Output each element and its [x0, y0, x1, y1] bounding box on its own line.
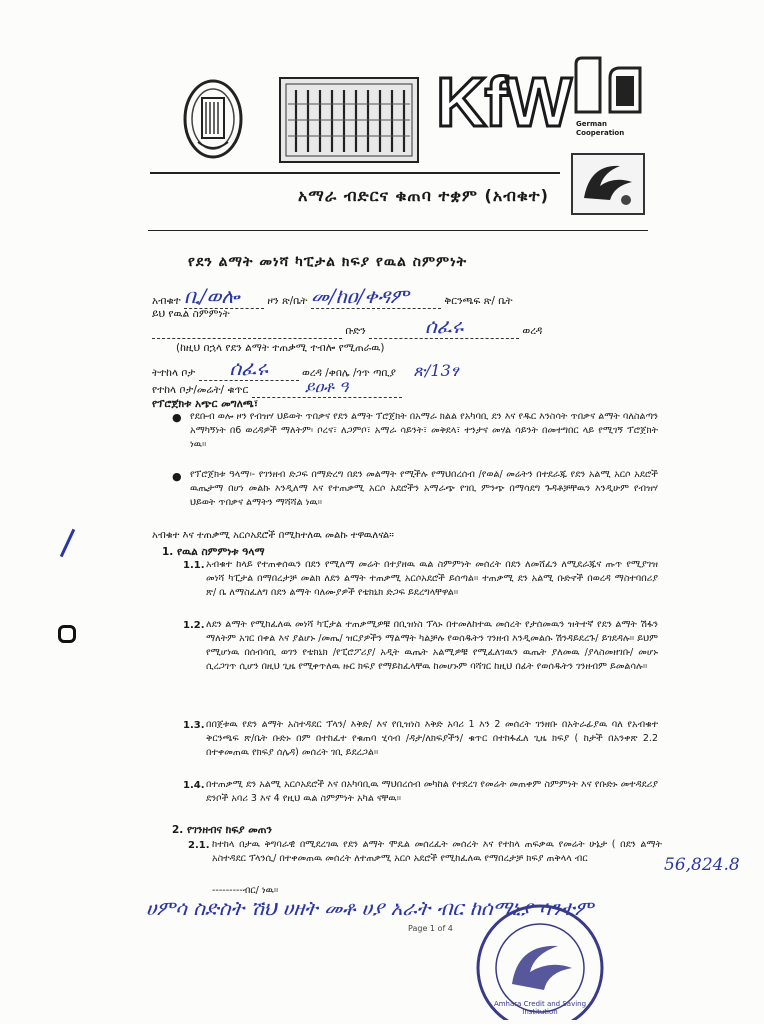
margin-pen-mark: [60, 529, 75, 557]
group-handwritten: ሰፈሩ: [424, 314, 464, 338]
margin-dot: [58, 625, 76, 643]
german-cooperation-text: German Cooperation: [576, 120, 625, 137]
page-number: Page 1 of 4: [408, 924, 453, 933]
german-cooperation-logo: [570, 54, 646, 138]
kfw-logo-text: KfW: [436, 63, 570, 141]
bullet-dot-1: ●: [172, 411, 182, 424]
item-2-1-text: ከተከላ በታዉ ቅግባራዊ በሚደረገዉ የደን ልማት ሞዴል መሰረፈት መሰረት እና የተከላ ጠፍቃዉ የመሬት ሁኔታ ( በደን ልማት አስተዳደር ፕላንሲ/ በተቀመጠዉ መሰረት ለተጠቃሚ አርሶ አደሮች የሚከፈለዉ የማበረታቻ ክፍያ ጠቅላላ ብር: [212, 839, 662, 865]
amhara-emblem-logo: [180, 78, 246, 160]
site-handwritten: ሰፈሩ: [229, 356, 268, 380]
header-divider: [150, 172, 560, 174]
bullet-1: የደቡብ ወሎ ዞን የብዝሃ ህይወት ጥበቃና የደን ልማት ፕሮጀክት በአማራ ክልል የአካባቢ ደን እና የዱር እንስሳት ጥበቃና ልማት ባለስልጣን አማካኝነት በ6 ወረዳዎች ማለትም፡ ቦረና፣ ለጋምቦ፣ አማራ ሳይንት፣ መቅደላ፣ ተንታና መሃል ሳይንት በመተግበር ላይ የሚገኝ ፕሮጀክት ነዉ።: [190, 411, 658, 451]
bullet-2: የፕሮጀክቱ ዓላማ፡- የገንዘብ ድጋፍ በማድረግ በደን መልማት የሚችሉ የማህበረሰብ /የወል/ መሬትን በተደራጁ የደን አልሚ አርሶ አደሮች ዉጤታማ በሆነ መልኩ እንዲለማ እና የተጠቃሚ አርሶ አደሮችን አማራጭ የገቢ ምንጭ በማሳደግ ጉዳቶቻቸዉን እንዲሁም የብዝሃ ህይወት ጥበቃና ልማትን ማሻሻል ነዉ።: [190, 469, 658, 509]
title-divider: [148, 230, 648, 231]
site-line: [152, 356, 632, 381]
group-label: ቡድን: [345, 325, 366, 337]
item-1-1-number: 1.1.: [183, 560, 205, 571]
item-1-2-text: ለደን ልማት የሚከፈለዉ መነሻ ካፒታል ተጠቃሚዎቹ በቢዝነስ ፕላኑ በተመለከተዉ መሰረት የታሰመዉን ዝትተኛ የደን ልማት ሽፋን ማለትም አገር በቀል እና ያልሆኑ /መጤ/ ዝርያዎችን ማልማት ካልቻሉ የወሰዱትን ገንዘብ እንዲመልሱ ሽንዳይደረጉ/ ይገደዳሉ። ይህም የሚሆነዉ በሰብሳቢ ወገን የቴክኒክ /የፒሮፖሪያ/ አዲት ዉጤት አልሚዎቹ የሚፈለገዉን ዉጤት ያለመዉ /ያላስመዘገቡ/ መሆኑ ሲረጋገጥ ሲሆን በዚህ ጊዜ የሚቀጥለዉ ዙር ክፍያ የማይከፈላቸዉ ከመሆኑም ባሻገር ከዚህ በፊት የወሰዱትን ገንዘብም ይመልሳሉ።: [206, 619, 658, 673]
party-mid1: ዞን ጽ/ቤት: [267, 295, 308, 307]
note-line: (ከዚህ በኋላ የደን ልማት ተጠቃሚ ተብሎ የሚጠራዉ): [176, 342, 385, 354]
item-1-3-text: በበጀቱዉ የደን ልማት አስተዳደር ፕላን/ እቅድ/ እና የቢዝነስ እቅድ አባሪ 1 እን 2 መሰረት ገንዘቡ በአትራፊያዉ ባለ የአብቁተ ቅርንጫፍ ጽ/ቤት ቡድኑ በም በተከፈተ የቁጠባ ሂሳብ /ዳታ/ለክፍያችን/ ቁጥር በተከፋፈለ ጊዜ ክፍያ ( ከታች በአንቀጽ 2.2 በተቀመጠዉ የክፍያ ሰሌዳ) መሰረት ገቢ ይደረጋል።: [206, 719, 658, 759]
intro-line: አብቁተ እና ተጠቃሚ አርሶአደሮች በሚከተለዉ መልኩ ተዋዉለናል።: [152, 530, 394, 541]
birr-line: ---------ብር/ ነዉ።: [212, 885, 279, 896]
item-1-3-number: 1.3.: [183, 720, 205, 731]
item-1-1-text: አብቁተ ከላይ የተጠቀሰዉን በደን የሚለማ መሬት በተያዘዉ ዉል ስምምነት መሰረት በደን ለመሸፈን ለሚደራጁና ጡጥ የሚያገዝ መነሻ ካፒታል በማበረታቻ መልክ ለደን ልማት ተጠቃሚ አርሶአደሮች ይሰጣል። ተጠቃሚ ደን አልሚ ቡድኖች በወረዳ ማስተባበሪያ ጽ/ ቤ ለማስፈለግ በደን ልማት ባለሙያዎች የቴክኒክ ድጋፍ ይደረግላቸዋል።: [206, 559, 658, 599]
stamp-text: Amhara Credit and Saving Institution: [493, 1000, 587, 1016]
item-1-2-number: 1.2.: [183, 620, 205, 631]
site-mid: ወረዳ /ቀበሌ /ጎጥ ጣቢያ: [301, 367, 396, 379]
item-1-4-number: 1.4.: [183, 780, 205, 791]
group-suffix: ወረዳ: [522, 325, 543, 337]
org-title: አማራ ብድርና ቁጠባ ተቋም (አብቁተ): [298, 186, 549, 205]
office-handwritten: መ/ከዐ/ቀዳም: [310, 284, 409, 308]
site-label: ትተከላ ቦታ: [152, 367, 196, 379]
kebele-handwritten: ጽ/13ፃ: [413, 361, 459, 380]
party-line-2: ይህ የዉል ስምምነት: [152, 308, 230, 320]
bullet-dot-2: ●: [172, 470, 182, 483]
item-1-4-text: በተጠቃሚ ደን አልሚ አርሶአደሮች እና በአካባቢዉ ማህበረሰብ መካከል የተደረገ የመሬት መጠቀም ስምምነት እና የቡድኑ መተዳደሪያ ደንቦች አባሪ 3 እና 4 የዚህ ዉል ስምምነት አካል ናቸዉ።: [206, 779, 658, 805]
plot-label: የተከላ ቦታ/መሬት/ ቁጥር: [152, 384, 249, 396]
project-title: የፕሮጀክቱ አጭር መግለጫ፣: [152, 398, 259, 410]
branch-handwritten: ቢ/ወሎ: [184, 284, 240, 308]
official-stamp: [460, 900, 620, 1020]
item-2-1-number: 2.1.: [188, 840, 210, 851]
amount-in-words-handwritten: ሀምሳ ስድስት ሽህ ሀዘት መቶ ሀያ አራት ብር ከሰማኒያ ሳንቲም: [146, 896, 594, 920]
doc-title: የደን ልማት መነሻ ካፒታል ክፍያ የዉል ስምምነት: [188, 254, 468, 270]
acsi-logo: [570, 152, 646, 216]
building-graphic-logo: [278, 74, 420, 166]
amount-handwritten: 56,824.8: [664, 855, 740, 875]
kfw-logo: [436, 62, 570, 142]
party-prefix: አብቁተ: [152, 295, 181, 307]
section2-title: 2. የገንዘብና ክፍያ መጠን: [172, 824, 272, 836]
section1-title: 1. የዉል ስምምነቱ ዓላማ: [162, 546, 265, 558]
party-mid2: ቅርንጫፍ ጽ/ ቤት: [444, 295, 513, 307]
plot-handwritten: ይዐቶ ዓ: [304, 377, 349, 396]
